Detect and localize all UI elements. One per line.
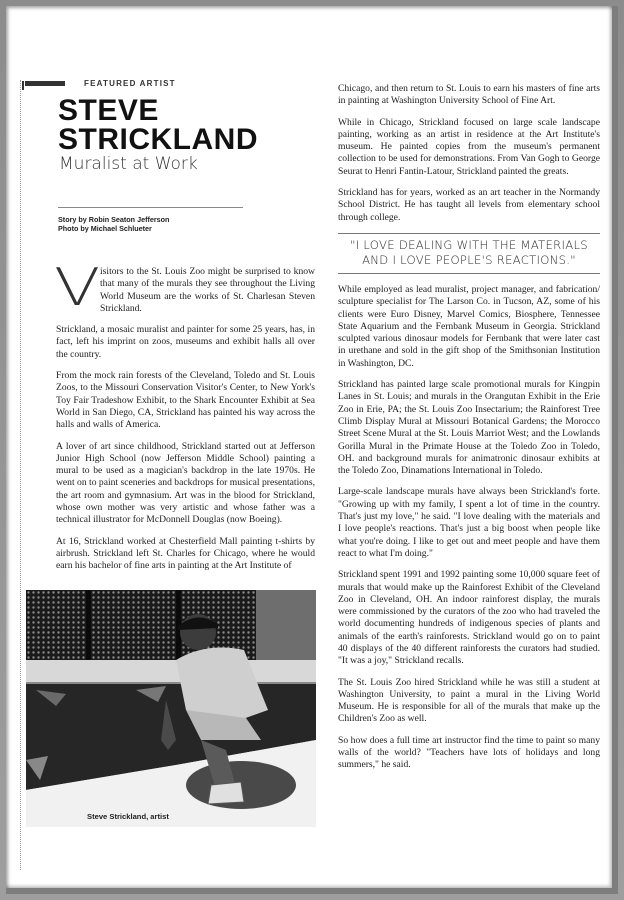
section-kicker: FEATURED ARTIST <box>84 79 176 88</box>
body-paragraph: While employed as lead muralist, project manager, and fabrication/ sculpture specialist for The Larson Co. in Tucson, AZ, some of his clients were Euro Disney, Marvel Comics, Biosphere, Tennessee State Aquarium and the Fernbank Museum in Georgia. Strickland sculpted various dinosaur models for Fernbank that were later cast in urethane and sold in the gift shop of the Smithsonian Institution in Washington, DC. <box>338 283 600 369</box>
body-paragraph: While in Chicago, Strickland focused on large scale landscape painting, working as an artist in residence at the Art Institute's museum. He painted copies from the museum's permanent collection to be used for demonstrations. From Van Gogh to George Seurat to Henri Fantin-Latour, Strickland painted the greats. <box>338 116 600 177</box>
pull-quote: "I LOVE DEALING WITH THE MATERIALS AND I LOVE PEOPLE'S REACTIONS." <box>338 233 600 274</box>
body-paragraph: Strickland, a mosaic muralist and painter for some 25 years, has, in fact, left his imprint on zoos, museums and exhibit halls all over the country. <box>56 324 315 360</box>
binding-edge <box>20 80 21 870</box>
body-paragraph: Large-scale landscape murals have always been Strickland's forte. "Growing up with my family, I spent a lot of time in the country. That's just my love," he said. "I love dealing with the materials and I love people's reactions. That's just a big boost when people like what you're doing. I like to get out and meet people and have them react to what I'm doing." <box>338 486 600 559</box>
article-subtitle: Muralist at Work <box>59 154 198 174</box>
photo-credit: Photo by Michael Schlueter <box>58 224 152 233</box>
section-marker-bar <box>25 81 65 86</box>
photo-caption: Steve Strickland, artist <box>87 812 169 821</box>
artist-photo <box>26 590 316 827</box>
title-line-1: STEVE <box>58 94 159 127</box>
body-paragraph: Visitors to the St. Louis Zoo might be surprised to know that many of the murals they see throughout the Living World Museum are the works of St. Charlesan Steven Strickland. <box>54 258 315 318</box>
body-paragraph: Chicago, and then return to St. Louis to earn his masters of fine arts in painting at Washington University School of Fine Art. <box>338 83 600 107</box>
right-column <box>338 83 600 781</box>
body-paragraph: The St. Louis Zoo hired Strickland while he was still a student at Washington University, to paint a mural in the Living World Museum. He is responsible for all of the murals that make up the Children's Zoo as well. <box>338 676 600 725</box>
article-title <box>58 96 258 154</box>
body-paragraph: So how does a full time art instructor find the time to paint so many walls of the world? "Teachers have lots of holidays and long summers," he said. <box>338 734 600 771</box>
title-line-2: STRICKLAND <box>58 123 258 156</box>
body-paragraph: Strickland has for years, worked as an art teacher in the Normandy School District. He has taught all levels from elementary school through college. <box>338 187 600 223</box>
drop-cap: V <box>54 258 101 318</box>
body-paragraph: At 16, Strickland worked at Chesterfield Mall painting t-shirts by airbrush. Strickland left St. Charles for Chicago, where he would earn his bachelor of fine arts in painting at the Art Institute of <box>56 535 315 572</box>
section-marker-tick <box>22 81 24 90</box>
artist-photo-image <box>26 590 316 827</box>
body-paragraph: From the mock rain forests of the Cleveland, Toledo and St. Louis Zoos, to the Missouri Conservation Visitor's Center, to New York's Toy Fair Tradeshow Exhibit, to the Shark Encounter Exhibit at Sea World in San Diego, CA, Strickland has painted his way across the halls and walls of America. <box>56 370 315 431</box>
left-column <box>54 258 315 582</box>
title-divider <box>58 207 243 208</box>
byline <box>58 215 169 233</box>
story-credit: Story by Robin Seaton Jefferson <box>58 215 170 224</box>
body-paragraph: Strickland spent 1991 and 1992 painting some 10,000 square feet of murals that would make up the Rainforest Exhibit of the Cleveland Zoo in Cleveland, OH. An indoor rainforest display, the murals were commissioned by the curators of the zoo who had traveled the world documenting hundreds of indigenous species of plants and animals of the earth's rainforests. Strickland would go on to paint 40 displays of the 40 different rainforests the curators had studied. "It was a joy," Strickland recalls. <box>338 569 600 667</box>
body-paragraph: A lover of art since childhood, Strickland started out at Jefferson Junior High School (now Jefferson Middle School) painting a mural to be used as a magician's backdrop in the late 1970s. He went on to paint sceneries and backdrops for musical presentations, the art room and gymnasium. Art was in the blood for Strickland, whose own mother was very artistic and whose father was a technical illustrator for McDonnell Douglas (now Boeing). <box>56 440 315 526</box>
body-paragraph: Strickland has painted large scale promotional murals for Kingpin Lanes in St. Louis; and murals in the Orangutan Exhibit in the Erie Zoo in Erie, PA; the St. Louis Zoo Insectarium; the Rainforest Tree Climb Display Mural at Missouri Botanical Gardens; the Morocco Street Scene Mural at the St. Louis Marriot West; and the Lowlands Gorilla Mural in the Primate House at the Toledo Zoo in Toledo, OH. and background murals for animatronic dinosaur exhibits at the Toledo Zoo, Dinamations International in Toledo. <box>338 379 600 477</box>
